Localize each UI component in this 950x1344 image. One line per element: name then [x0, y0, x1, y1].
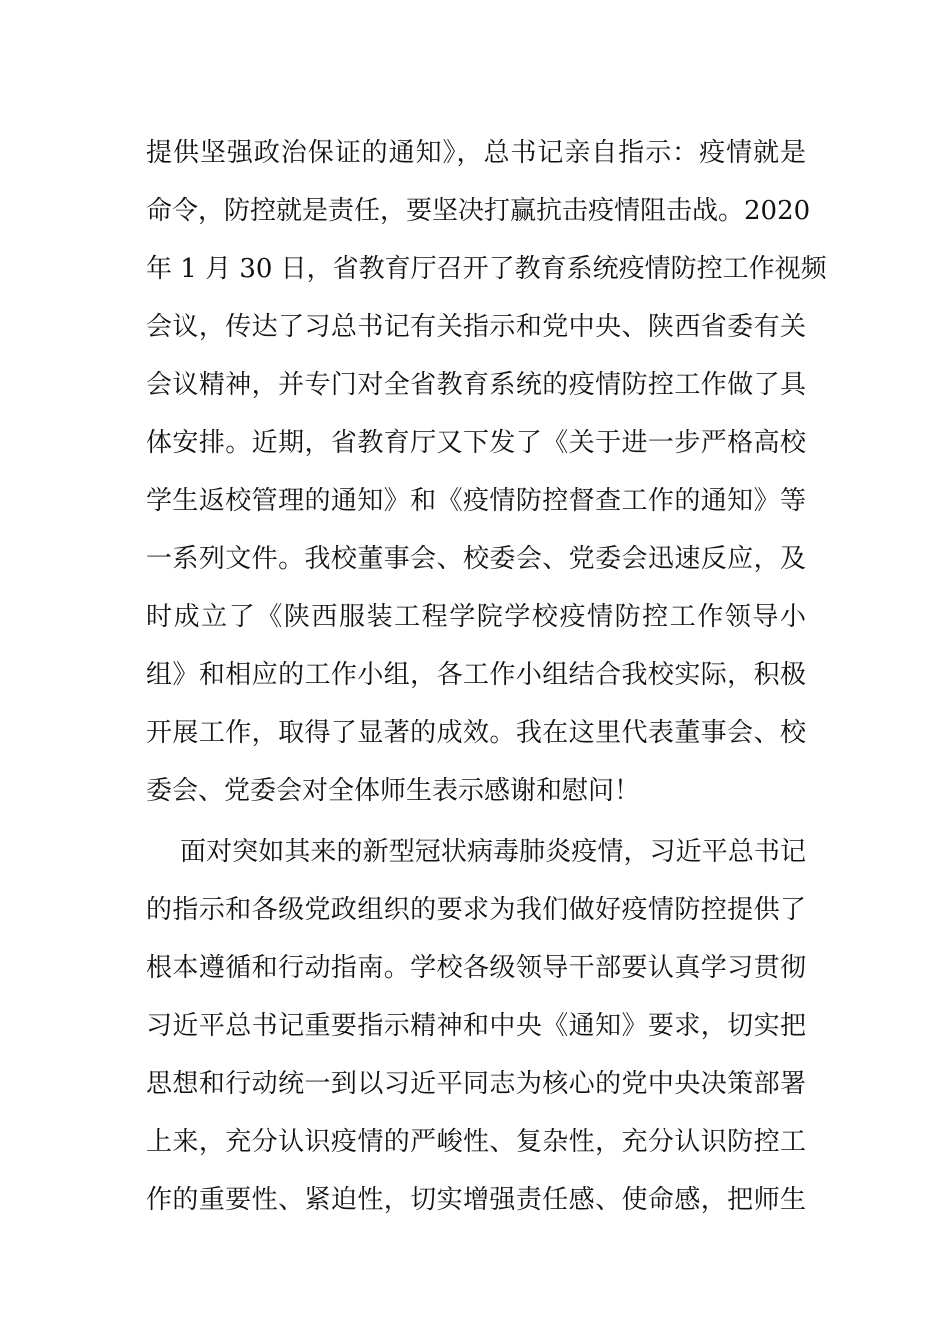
- text-line: 学生返校管理的通知》和《疫情防控督查工作的通知》等: [146, 486, 806, 516]
- text-line: 根本遵循和行动指南。学校各级领导干部要认真学习贯彻: [146, 953, 806, 983]
- text-line: 会议精神，并专门对全省教育系统的疫情防控工作做了具: [146, 370, 806, 400]
- text-line: 时成立了《陕西服装工程学院学校疫情防控工作领导小: [146, 602, 806, 632]
- text-line: 的指示和各级党政组织的要求为我们做好疫情防控提供了: [146, 895, 806, 925]
- text-line: 提供坚强政治保证的通知》，总书记亲自指示：疫情就是: [146, 138, 806, 168]
- text-line: 命令，防控就是责任，要坚决打赢抗击疫情阻击战。2020: [146, 196, 811, 226]
- text-line: 上来，充分认识疫情的严峻性、复杂性，充分认识防控工: [146, 1127, 806, 1157]
- text-line: 习近平总书记重要指示精神和中央《通知》要求，切实把: [146, 1011, 806, 1041]
- text-line: 年 1 月 30 日，省教育厅召开了教育系统疫情防控工作视频: [146, 254, 827, 284]
- text-line: 作的重要性、紧迫性，切实增强责任感、使命感，把师生: [146, 1185, 806, 1215]
- text-line: 思想和行动统一到以习近平同志为核心的党中央决策部署: [146, 1069, 806, 1099]
- text-line: 委会、党委会对全体师生表示感谢和慰问！: [146, 776, 641, 806]
- text-line: 开展工作，取得了显著的成效。我在这里代表董事会、校: [146, 718, 806, 748]
- text-line: 面对突如其来的新型冠状病毒肺炎疫情，习近平总书记: [180, 837, 806, 867]
- text-line: 会议，传达了习总书记有关指示和党中央、陕西省委有关: [146, 312, 806, 342]
- text-line: 组》和相应的工作小组，各工作小组结合我校实际，积极: [146, 660, 806, 690]
- text-line: 体安排。近期，省教育厅又下发了《关于进一步严格高校: [146, 428, 806, 458]
- text-line: 一系列文件。我校董事会、校委会、党委会迅速反应，及: [146, 544, 806, 574]
